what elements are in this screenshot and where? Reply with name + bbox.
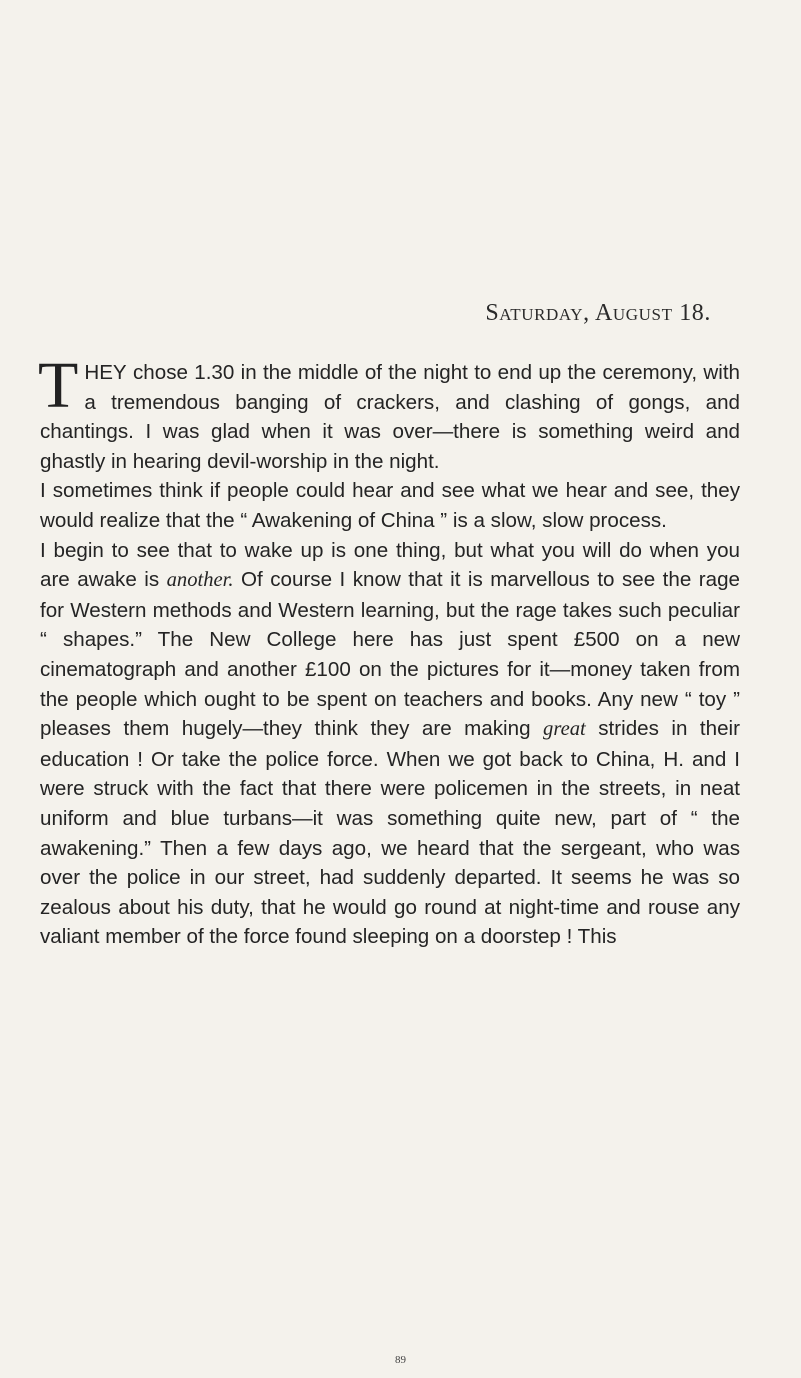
paragraph-1-text: chose 1.30 in the middle of the night to end up the ceremony, with a tremendous banging of crackers, and clashing of gongs, and chantings. I was glad when it was over—there is something weird and ghastly in hearing devil-worship in the night. <box>40 361 740 473</box>
page-heading: Saturday, August 18. <box>485 300 711 326</box>
paragraph-3-part-1: I begin to see that to wake up is one thing, but what you will do when you are awake is <box>40 538 740 592</box>
paragraph-3-part-2: Of course I know that it is marvellous to see the rage for Western methods and Western learning, but the rage takes such peculiar “ shapes.” The New College here has just spent £500 on a new cinematograph and another £100 on the pictures for it—money taken from the people which ought to be spent on teachers and books. Any new “ toy ” pleases them hugely—they think they are making <box>40 568 740 741</box>
drop-cap: T <box>38 349 79 422</box>
opening-word: HEY <box>84 361 127 384</box>
paragraph-1 <box>38 349 740 476</box>
paragraph-3-italic-1: another. <box>166 569 234 592</box>
paragraph-3-italic-2: great <box>543 718 586 741</box>
paragraph-3-part-3: strides in their education ! Or take the police force. When we got back to China, H. and I were struck with the fact that there were policemen in the streets, in neat uniform and blue turbans—it was something quite new, part of “ the awakening.” Then a few days ago, we heard that the sergeant, who was over the police in our street, had suddenly departed. It seems he was so zealous about his duty, that he would go round at night-time and rouse any valiant member of the force found sleeping on a doorstep ! This <box>40 717 740 949</box>
page-number: 89 <box>395 1354 406 1366</box>
paragraph-3 <box>40 536 740 952</box>
paragraph-2: I sometimes think if people could hear and see what we hear and see, they would realize that the “ Awakening of China ” is a slow, slow process. <box>40 479 740 532</box>
body-text <box>38 349 740 952</box>
